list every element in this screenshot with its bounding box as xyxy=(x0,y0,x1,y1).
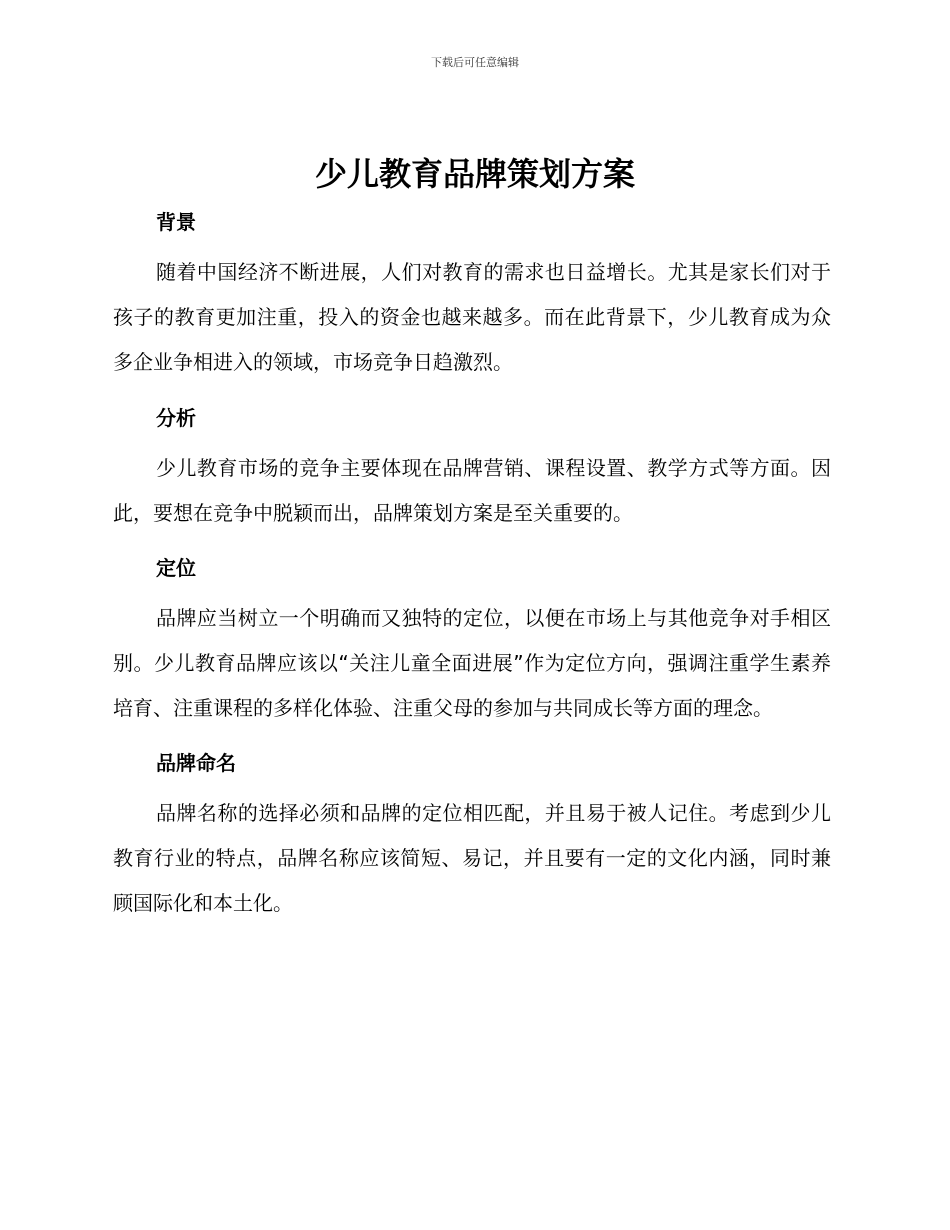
section-positioning xyxy=(113,548,831,731)
section-paragraph: 少儿教育市场的竞争主要体现在品牌营销、课程设置、教学方式等方面。因此，要想在竞争中脱颖而出，品牌策划方案是至关重要的。 xyxy=(113,456,831,525)
section-heading: 定位 xyxy=(156,556,196,580)
section-analysis xyxy=(113,398,831,536)
section-heading: 品牌命名 xyxy=(156,751,236,775)
header-note: 下载后可任意编辑 xyxy=(431,56,519,69)
section-paragraph: 品牌应当树立一个明确而又独特的定位，以便在市场上与其他竞争对手相区别。少儿教育品牌应该以“关注儿童全面进展”作为定位方向，强调注重学生素养培育、注重课程的多样化体验、注重父母的参加与共同成长等方面的理念。 xyxy=(113,606,831,720)
section-paragraph: 品牌名称的选择必须和品牌的定位相匹配，并且易于被人记住。考虑到少儿教育行业的特点，品牌名称应该简短、易记，并且要有一定的文化内涵，同时兼顾国际化和本土化。 xyxy=(113,801,831,915)
section-heading: 背景 xyxy=(156,210,196,234)
section-paragraph: 随着中国经济不断进展，人们对教育的需求也日益增长。尤其是家长们对于孩子的教育更加注重，投入的资金也越来越多。而在此背景下，少儿教育成为众多企业争相进入的领域，市场竞争日趋激烈。 xyxy=(113,260,831,374)
document-title: 少儿教育品牌策划方案 xyxy=(314,155,635,193)
section-background xyxy=(113,202,831,385)
section-heading: 分析 xyxy=(156,406,196,430)
document-content xyxy=(113,202,831,934)
section-brand-naming xyxy=(113,743,831,926)
